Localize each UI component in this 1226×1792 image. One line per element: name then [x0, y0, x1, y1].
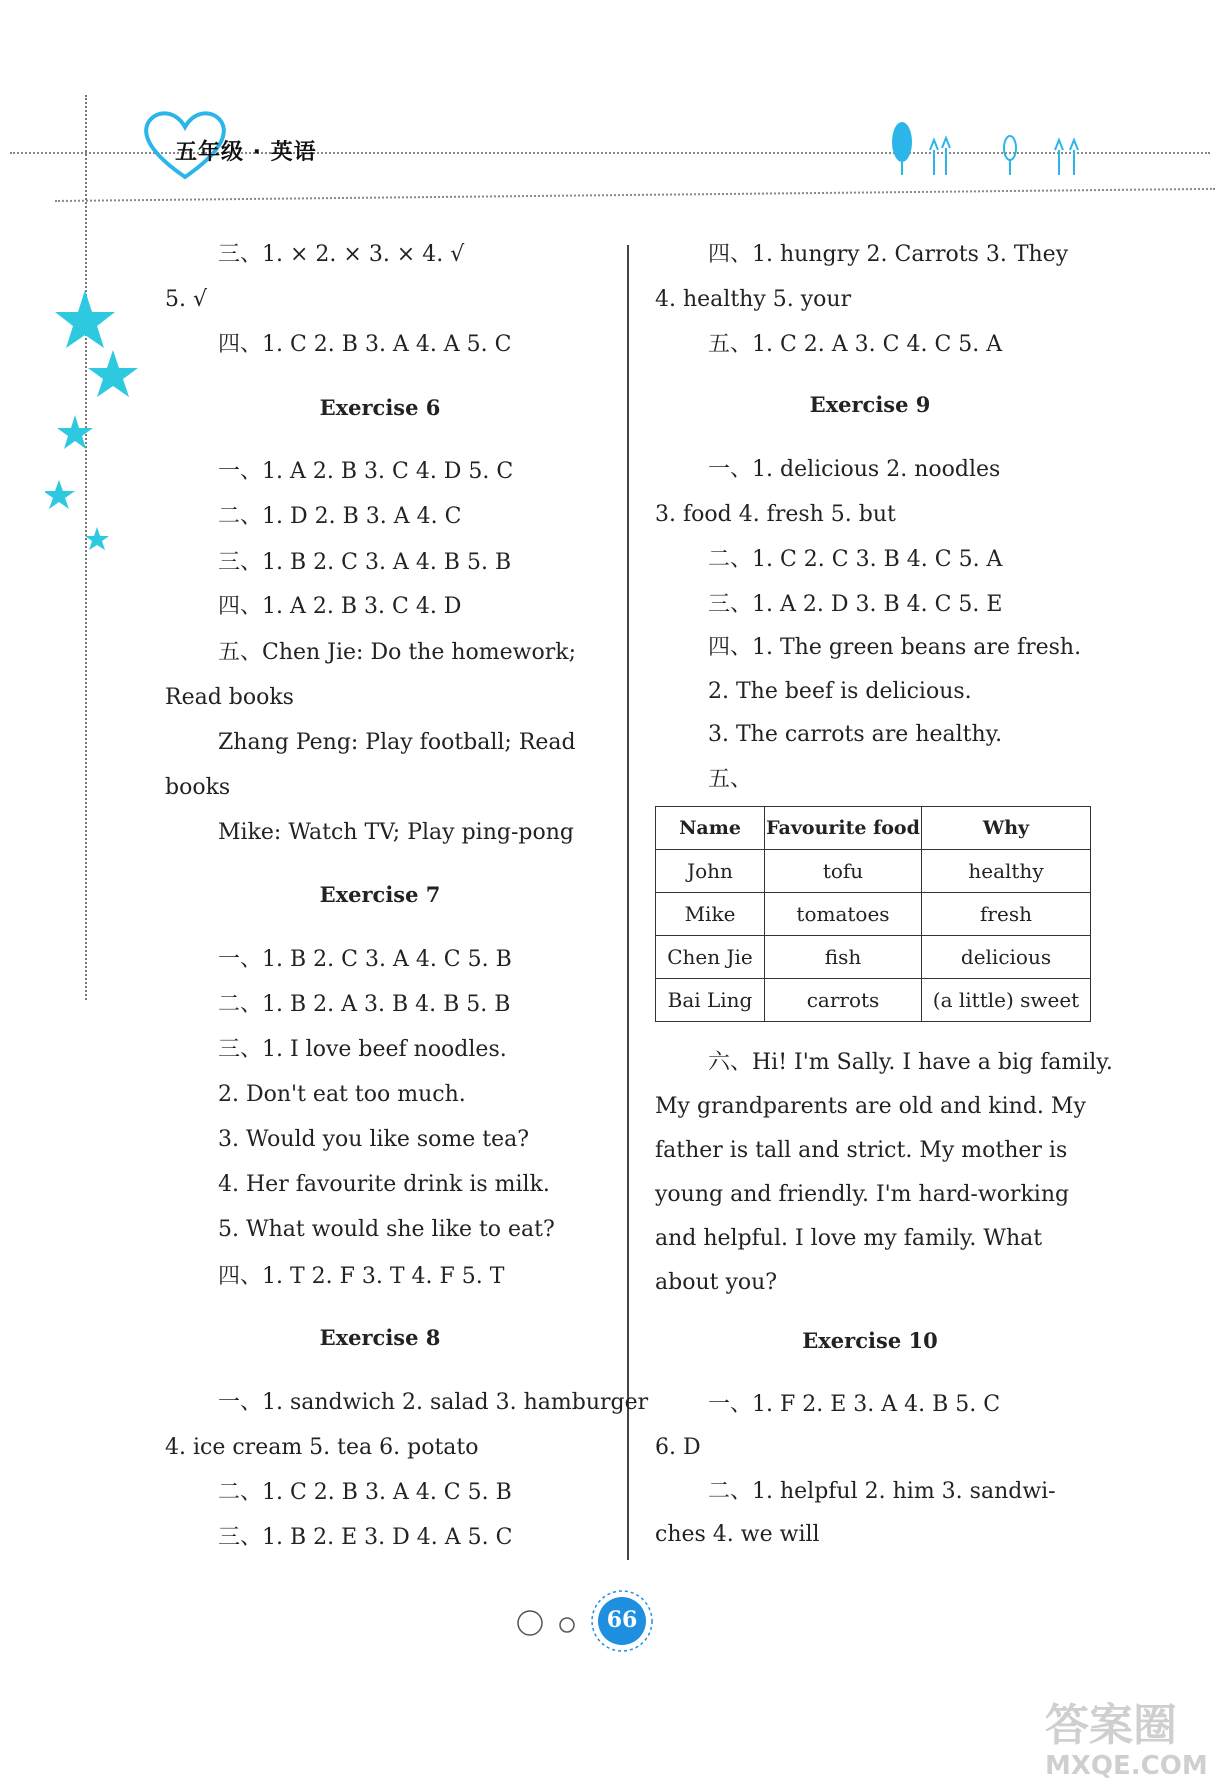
table-row [656, 850, 1091, 893]
table-cell: tofu [765, 850, 922, 893]
table-cell: fresh [922, 893, 1091, 936]
table-cell: John [656, 850, 765, 893]
table-cell: Mike [656, 893, 765, 936]
star-decoration-icon [45, 290, 145, 570]
answer-line: father is tall and strict. My mother is [655, 1138, 1068, 1163]
table-cell: carrots [765, 979, 922, 1022]
answer-line: 3. The carrots are healthy. [708, 722, 1003, 747]
answer-line: 六、Hi! I'm Sally. I have a big family. [708, 1050, 1113, 1075]
answer-line: 三、1. I love beef noodles. [218, 1037, 507, 1062]
answer-line: 二、1. B 2. A 3. B 4. B 5. B [218, 992, 511, 1017]
answer-line: 三、1. B 2. E 3. D 4. A 5. C [218, 1525, 513, 1550]
answer-line: 5. What would she like to eat? [218, 1217, 555, 1242]
header-dotted-line-lower [55, 188, 1215, 202]
answer-line: 二、1. helpful 2. him 3. sandwi- [708, 1479, 1056, 1504]
answer-line: 二、1. C 2. C 3. B 4. C 5. A [708, 547, 1003, 572]
answer-line: 一、1. A 2. B 3. C 4. D 5. C [218, 459, 514, 484]
answer-line: about you? [655, 1270, 778, 1295]
table-row [656, 979, 1091, 1022]
answer-line: 五、Chen Jie: Do the homework; [218, 640, 576, 665]
table-row [656, 893, 1091, 936]
page-number-area [515, 1585, 665, 1655]
exercise-heading: Exercise 10 [802, 1328, 938, 1353]
answer-line: ches 4. we will [655, 1522, 820, 1547]
exercise-heading: Exercise 9 [809, 392, 931, 417]
table-header-cell: Favourite food [765, 807, 922, 850]
answer-line: 一、1. sandwich 2. salad 3. hamburger [218, 1390, 649, 1415]
answer-line: 五、1. C 2. A 3. C 4. C 5. A [708, 332, 1003, 357]
exercise-heading: Exercise 6 [319, 395, 441, 420]
table-header-cell: Why [922, 807, 1091, 850]
favourite-food-table [655, 806, 1091, 1022]
answer-line: books [165, 775, 231, 800]
answer-line: 四、1. The green beans are fresh. [708, 635, 1082, 660]
answer-line: 二、1. D 2. B 3. A 4. C [218, 504, 462, 529]
table-cell: Bai Ling [656, 979, 765, 1022]
exercise-heading: Exercise 8 [319, 1325, 441, 1350]
answer-line: young and friendly. I'm hard-working [655, 1182, 1070, 1207]
answer-line: My grandparents are old and kind. My [655, 1094, 1086, 1119]
answer-line: 四、1. T 2. F 3. T 4. F 5. T [218, 1264, 505, 1289]
table-header-cell: Name [656, 807, 765, 850]
answer-line: and helpful. I love my family. What [655, 1226, 1043, 1251]
answer-line: 四、1. A 2. B 3. C 4. D [218, 594, 462, 619]
answer-line: 3. Would you like some tea? [218, 1127, 530, 1152]
answer-line: 三、1. × 2. × 3. × 4. √ [218, 242, 465, 267]
table-cell: fish [765, 936, 922, 979]
answer-line: 6. D [655, 1435, 701, 1460]
answer-line: Zhang Peng: Play football; Read [218, 730, 576, 755]
answer-line: 5. √ [165, 287, 208, 312]
page-title: 五年级 · 英语 [175, 140, 317, 165]
answer-line: 2. Don't eat too much. [218, 1082, 466, 1107]
answer-line: 一、1. B 2. C 3. A 4. C 5. B [218, 947, 512, 972]
table-cell: healthy [922, 850, 1091, 893]
table-header-row [656, 807, 1091, 850]
exercise-heading: Exercise 7 [319, 882, 441, 907]
answer-line: 二、1. C 2. B 3. A 4. C 5. B [218, 1480, 512, 1505]
answer-line: 一、1. delicious 2. noodles [708, 457, 1001, 482]
answer-line: 3. food 4. fresh 5. but [655, 502, 896, 527]
answer-line: 三、1. B 2. C 3. A 4. B 5. B [218, 550, 512, 575]
answer-line: 五、 [708, 767, 753, 792]
answer-line: 2. The beef is delicious. [708, 679, 972, 704]
table-cell: tomatoes [765, 893, 922, 936]
plant-decoration-icon [890, 120, 1120, 180]
answer-line: 4. healthy 5. your [655, 287, 852, 312]
answer-line: 一、1. F 2. E 3. A 4. B 5. C [708, 1392, 1001, 1417]
column-divider [627, 245, 629, 1560]
table-row [656, 936, 1091, 979]
table-cell: delicious [922, 936, 1091, 979]
answer-line: Mike: Watch TV; Play ping-pong [218, 820, 574, 845]
page-number: 66 [606, 1607, 638, 1633]
table-cell: (a little) sweet [922, 979, 1091, 1022]
watermark-text: 答案圈 [1045, 1700, 1177, 1751]
answer-line: 4. ice cream 5. tea 6. potato [165, 1435, 479, 1460]
answer-line: 三、1. A 2. D 3. B 4. C 5. E [708, 592, 1003, 617]
watermark-url: MXQE.COM [1045, 1751, 1208, 1781]
watermark-logo [1045, 1700, 1220, 1785]
answer-line: 四、1. hungry 2. Carrots 3. They [708, 242, 1069, 267]
answer-line: Read books [165, 685, 294, 710]
answer-line: 4. Her favourite drink is milk. [218, 1172, 550, 1197]
table-cell: Chen Jie [656, 936, 765, 979]
answer-line: 四、1. C 2. B 3. A 4. A 5. C [218, 332, 512, 357]
